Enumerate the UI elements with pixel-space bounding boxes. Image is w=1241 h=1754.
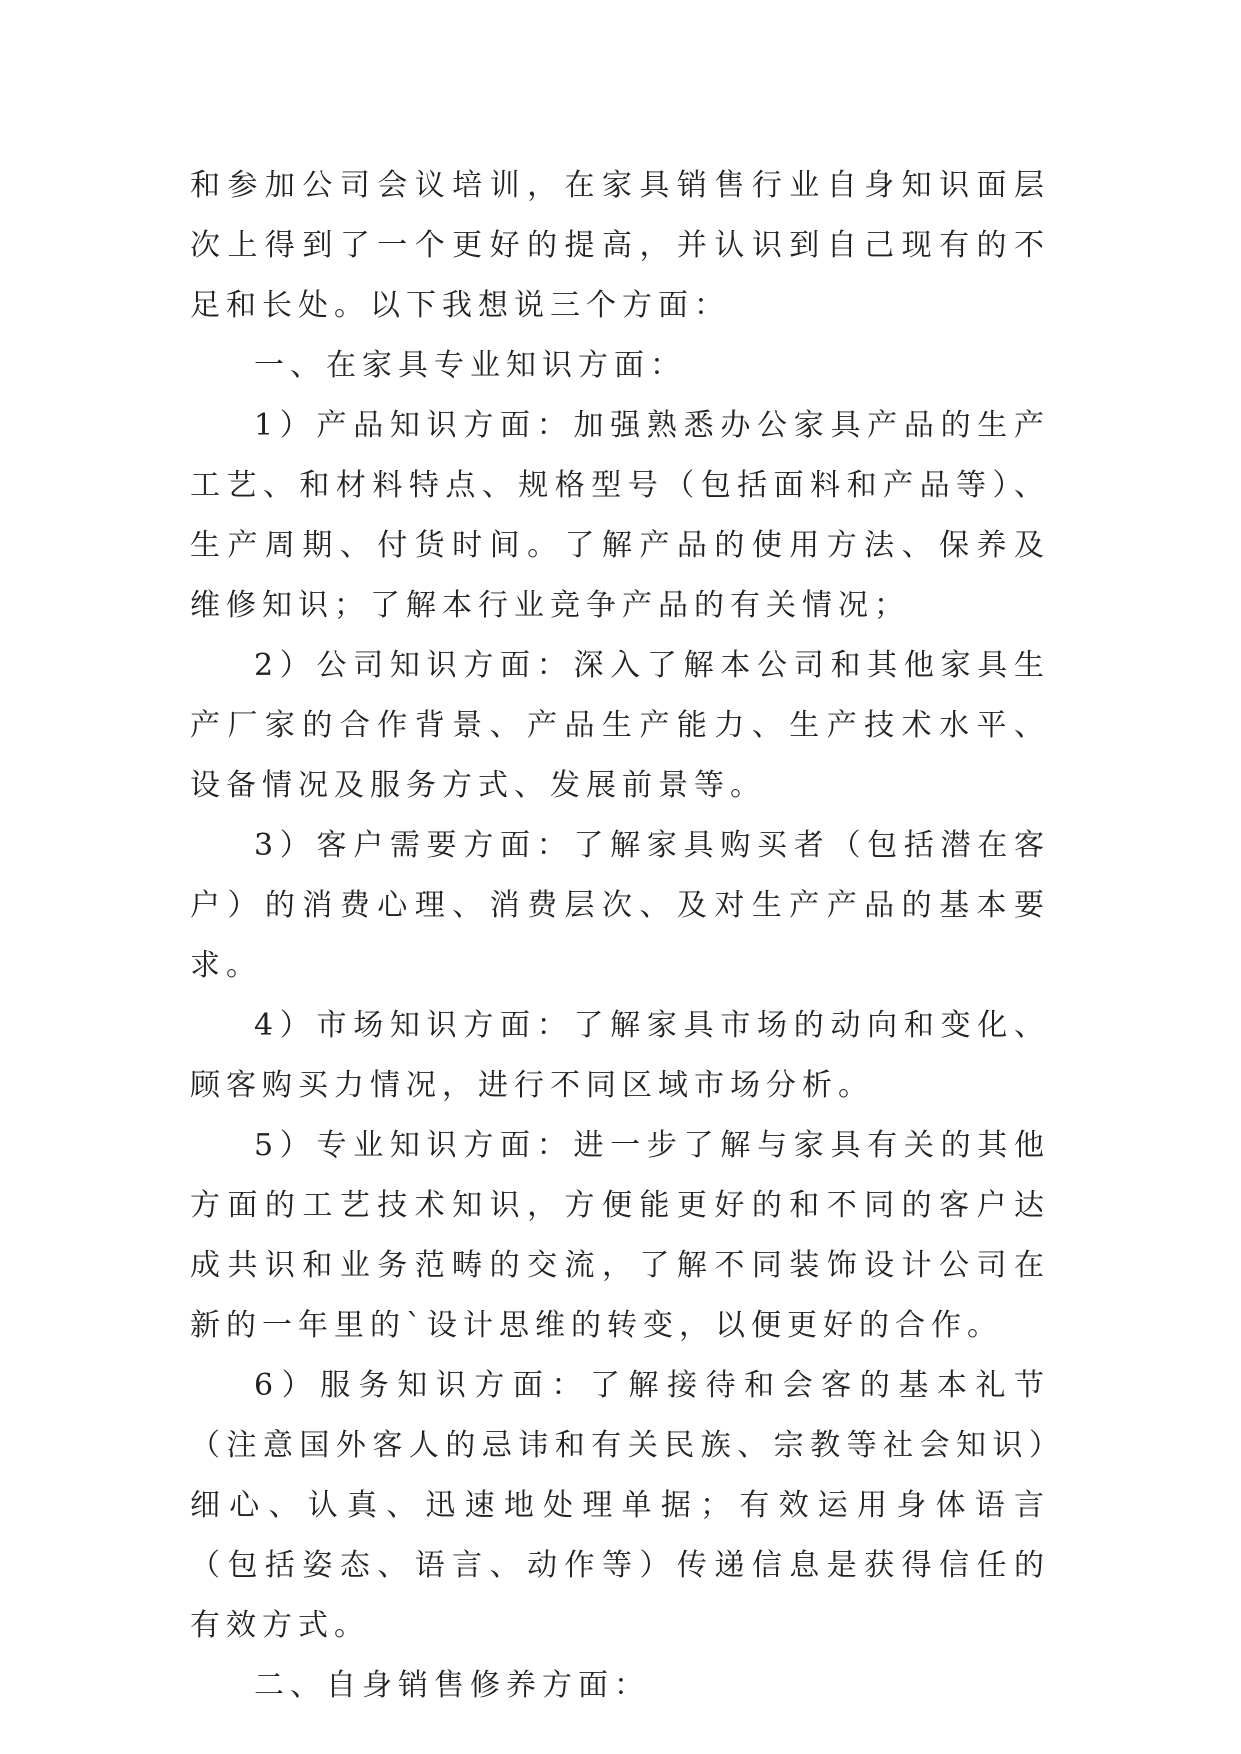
paragraph-market-knowledge: 4）市场知识方面：了解家具市场的动向和变化、顾客购买力情况，进行不同区域市场分析。 <box>190 1008 1050 1103</box>
paragraph-intro: 和参加公司会议培训，在家具销售行业自身知识面层次上得到了一个更好的提高，并认识到自己现有的不足和长处。以下我想说三个方面： <box>190 168 1050 323</box>
paragraph-product-knowledge: 1）产品知识方面：加强熟悉办公家具产品的生产工艺、和材料特点、规格型号（包括面料和产品等）、生产周期、付货时间。了解产品的使用方法、保养及维修知识；了解本行业竞争产品的有关情况； <box>190 408 1050 623</box>
paragraph-customer-needs: 3）客户需要方面：了解家具购买者（包括潜在客户）的消费心理、消费层次、及对生产产品的基本要求。 <box>190 828 1050 983</box>
paragraph-service-knowledge: 6）服务知识方面：了解接待和会客的基本礼节（注意国外客人的忌讳和有关民族、宗教等社会知识）细心、认真、迅速地处理单据；有效运用身体语言（包括姿态、语言、动作等）传递信息是获得信任的有效方式。 <box>190 1368 1050 1643</box>
paragraph-professional-knowledge: 5）专业知识方面：进一步了解与家具有关的其他方面的工艺技术知识，方便能更好的和不同的客户达成共识和业务范畴的交流，了解不同装饰设计公司在新的一年里的`设计思维的转变，以便更好的合作。 <box>190 1128 1050 1343</box>
heading-section-two: 二、自身销售修养方面： <box>254 1668 650 1703</box>
document-body <box>190 156 1050 1716</box>
heading-section-one: 一、在家具专业知识方面： <box>254 348 686 383</box>
paragraph-company-knowledge: 2）公司知识方面：深入了解本公司和其他家具生产厂家的合作背景、产品生产能力、生产技术水平、设备情况及服务方式、发展前景等。 <box>190 648 1050 803</box>
